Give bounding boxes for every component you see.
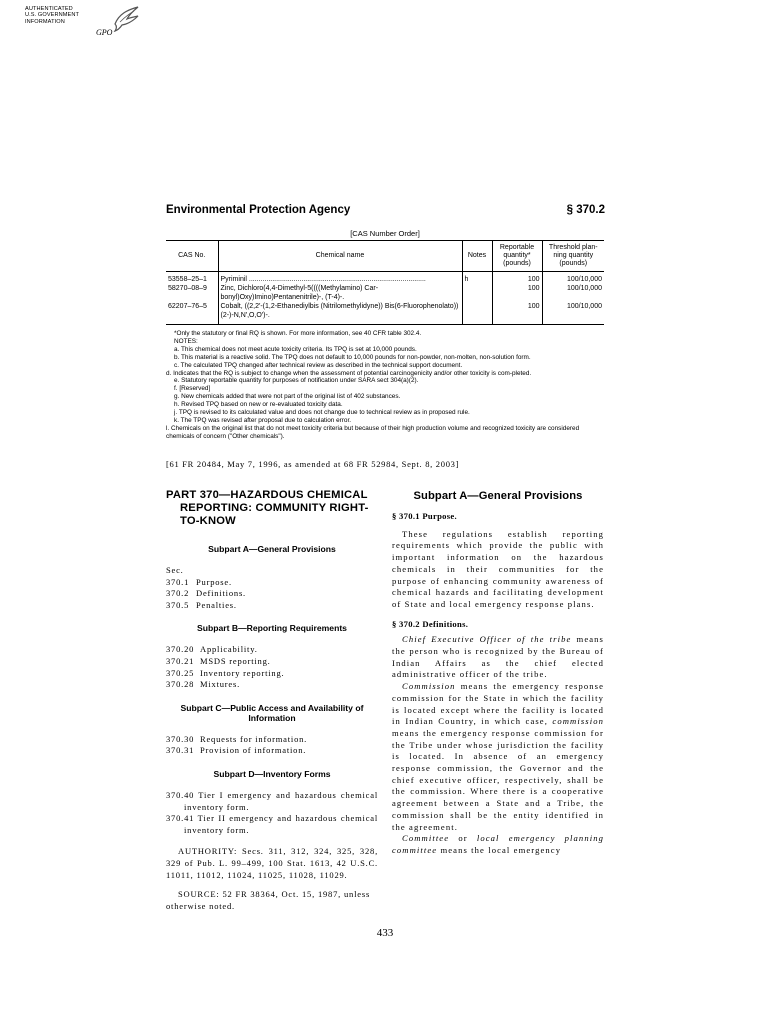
source-note — [166, 889, 378, 912]
subpart-c-heading: Subpart C—Public Access and Availability of Information — [180, 702, 364, 723]
amendment-citation: [61 FR 20484, May 7, 1996, as amended at 68 FR 52984, Sept. 8, 2003] — [166, 459, 460, 469]
table-of-contents-a — [166, 565, 378, 611]
authority-text: Secs. 311, 312, 324, 325, 328, 329 of Pub. L. 99–499, 100 Stat. 1613, 42 U.S.C. 11011, 11012, 11024, 11025, 11028, 11029. — [166, 846, 378, 880]
cas-number: 53558–25–1 — [168, 276, 207, 283]
chemical-name: Pyriminil ........................................................................................... — [218, 272, 462, 285]
toc-section-title: Requests for information. — [200, 733, 308, 744]
note-item: f. [Reserved] — [174, 385, 211, 393]
cas-number: 58270–08–9 — [168, 285, 207, 292]
table-caption: [CAS Number Order] — [350, 229, 420, 238]
part-title: PART 370—HAZARDOUS CHEMICAL REPORTING: COMMUNITY RIGHT-TO-KNOW — [166, 489, 369, 527]
toc-entry — [166, 600, 378, 612]
toc-section-number: 370.2 — [166, 588, 190, 599]
column-header-threshold-quantity: Threshold plan-ning quantity (pounds) — [542, 241, 604, 272]
note-item: h. Revised TPQ based on new or re-evaluated toxicity data. — [174, 401, 343, 409]
source-text: 52 FR 38364, Oct. 15, 1987, unless otherwise noted. — [166, 889, 371, 911]
definition-connector: or — [458, 833, 468, 844]
right-column — [392, 489, 604, 857]
chemical-name: Zinc, Dichloro(4,4-Dimethyl-5((((Methylamino) Car-bonyl)Oxy)Imino)Pentanenitrile)-, (T-4)-. — [218, 284, 462, 302]
chemical-name: Cobalt, ((2,2′-(1,2-Ethanediylbis (Nitrilomethylidyne)) Bis(6-Fluorophenolato)) (2-)-N,N′,O,O′)-. — [218, 302, 462, 325]
left-column — [166, 489, 378, 912]
toc-entry — [166, 745, 378, 757]
toc-entry — [166, 577, 378, 589]
definition-text: means the person who is recognized by the Bureau of Indian Affairs as the chief elected administrative officer of the tribe. — [392, 634, 604, 680]
column-header-notes: Notes — [462, 241, 492, 272]
column-header-chemical-name: Chemical name — [218, 241, 462, 272]
toc-section-number: 370.20 — [166, 644, 195, 655]
toc-section-title: Provision of information. — [200, 745, 307, 756]
table-row — [166, 284, 604, 302]
page-number: 433 — [376, 927, 394, 939]
toc-entry — [166, 644, 378, 656]
section-370-1-heading: § 370.1 Purpose. — [392, 511, 457, 521]
toc-entry — [166, 668, 378, 680]
note-item: k. The TPQ was revised after proposal due to calculation error. — [174, 416, 352, 424]
table-of-contents-c — [166, 734, 378, 757]
toc-section-title: Penalties. — [196, 599, 237, 610]
toc-section-number: 370.31 — [166, 745, 195, 756]
eagle-logo-icon — [111, 4, 141, 34]
reportable-quantity: 100 — [492, 302, 542, 325]
note-item: j. TPQ is revised to its calculated value and does not change due to technical review as in proposed rule. — [174, 409, 470, 417]
notes-label: NOTES: — [174, 337, 198, 345]
note-item: l. Chemicals on the original list that do not meet toxicity criteria but because of their high production volume and recognized toxicity are considered chemicals of concern ("Other chemicals"). — [166, 424, 580, 440]
note-item: d. Indicates that the RQ is subject to change when the assessment of potential carcinogenicity and/or other toxicity is com-pleted. — [166, 369, 532, 377]
notes-cell: h — [462, 272, 492, 285]
subpart-a-heading: Subpart A—General Provisions — [208, 544, 336, 554]
running-header-section: § 370.2 — [566, 204, 605, 216]
section-370-2-heading: § 370.2 Definitions. — [392, 618, 469, 629]
subpart-a-title: Subpart A—General Provisions — [413, 490, 583, 502]
toc-entry: 370.40 Tier I emergency and hazardous chemical inventory form. — [166, 789, 378, 812]
definition-text: means the local emergency — [440, 844, 562, 855]
chemical-table — [166, 240, 604, 325]
defined-term: Commission — [402, 681, 456, 692]
defined-term: commission — [552, 716, 605, 727]
toc-section-number: 370.28 — [166, 679, 195, 690]
toc-entry — [166, 588, 378, 600]
toc-entry — [166, 679, 378, 691]
note-item: e. Statutory reportable quantity for purposes of notification under SARA sect 304(a)(2). — [174, 377, 419, 385]
badge-line: AUTHENTICATED — [25, 6, 73, 12]
reportable-quantity: 100 — [492, 284, 542, 302]
note-item: g. New chemicals added that were not part of the original list of 402 substances. — [174, 393, 401, 401]
toc-section-number: 370.5 — [166, 599, 190, 610]
toc-section-title: Inventory reporting. — [200, 667, 285, 678]
toc-section-title: Applicability. — [200, 644, 258, 655]
subpart-b-heading: Subpart B—Reporting Requirements — [197, 623, 347, 634]
table-notes — [166, 330, 604, 441]
toc-section-title: Purpose. — [196, 576, 232, 587]
defined-term: local emergency planning committee — [392, 833, 605, 855]
defined-term: Committee — [402, 833, 450, 844]
toc-section-title: Definitions. — [196, 588, 246, 599]
defined-term: Chief Executive Officer of the tribe — [402, 634, 572, 645]
toc-section-number: 370.25 — [166, 667, 195, 678]
authority-note — [166, 846, 378, 881]
reportable-quantity: 100 — [492, 272, 542, 285]
table-row — [166, 302, 604, 325]
threshold-quantity: 100/10,000 — [542, 272, 604, 285]
subpart-d-heading: Subpart D—Inventory Forms — [213, 768, 331, 779]
badge-line: U.S. GOVERNMENT — [25, 12, 80, 19]
source-label: SOURCE: — [178, 889, 220, 900]
definition-text: means the emergency response commission for the State in which the facility is located except where the facility is located in Indian Country, in which case, — [392, 681, 604, 727]
toc-entry — [166, 734, 378, 746]
definition-committee — [392, 833, 604, 856]
badge-line: INFORMATION — [25, 18, 65, 25]
definition-commission — [392, 681, 604, 833]
toc-section-title: Mixtures. — [200, 679, 241, 690]
gpo-wordmark: GPO — [96, 28, 113, 37]
note-item: a. This chemical does not meet acute toxicity criteria. Its TPQ is set at 10,000 pounds. — [174, 345, 417, 353]
authority-label: AUTHORITY: — [178, 846, 238, 857]
threshold-quantity: 100/10,000 — [542, 302, 604, 325]
note-item: c. The calculated TPQ changed after technical review as described in the technical support document. — [174, 361, 463, 369]
definition-ceo-tribe — [392, 634, 604, 681]
column-header-reportable-quantity: Reportable quantity* (pounds) — [492, 241, 542, 272]
toc-section-title: MSDS reporting. — [200, 655, 271, 666]
column-header-cas: CAS No. — [166, 241, 218, 272]
threshold-quantity: 100/10,000 — [542, 284, 604, 302]
notes-cell — [462, 302, 492, 325]
table-header-row — [166, 241, 604, 272]
table-row — [166, 272, 604, 285]
notes-cell — [462, 284, 492, 302]
note-item: b. This material is a reactive solid. The TPQ does not default to 10,000 pounds for non-powder, non-molten, non-solution form. — [174, 353, 531, 361]
purpose-paragraph: These regulations establish reporting requirements which provide the public with important information on the hazardous chemicals in their communities for the purpose of enhancing community awareness of chemical hazards and facilitating development of State and local emergency response plans. — [392, 528, 604, 609]
definition-text: means the emergency response commission for the Tribe under whose jurisdiction the facility is located. In absence of an emergency response commission, the Governor and the chief executive officer, respectively, shall be the commission. Where there is a cooperative agreement between a State and a Tribe, the commission shall be the entity identified in the agreement. — [392, 727, 604, 832]
table-of-contents-b — [166, 644, 378, 690]
toc-entry — [166, 656, 378, 668]
toc-section-number: 370.21 — [166, 655, 195, 666]
sec-label: Sec. — [166, 565, 184, 575]
rq-footnote: *Only the statutory or final RQ is shown. For more information, see 40 CFR table 302.4. — [174, 330, 422, 337]
running-header-agency: Environmental Protection Agency — [166, 204, 351, 216]
toc-section-number: 370.1 — [166, 576, 190, 587]
table-of-contents-d — [166, 790, 378, 836]
gpo-authentication-badge — [25, 6, 145, 46]
toc-section-number: 370.30 — [166, 733, 195, 744]
cas-number: 62207–76–5 — [166, 302, 218, 325]
toc-entry: 370.41 Tier II emergency and hazardous chemical inventory form. — [166, 813, 378, 835]
